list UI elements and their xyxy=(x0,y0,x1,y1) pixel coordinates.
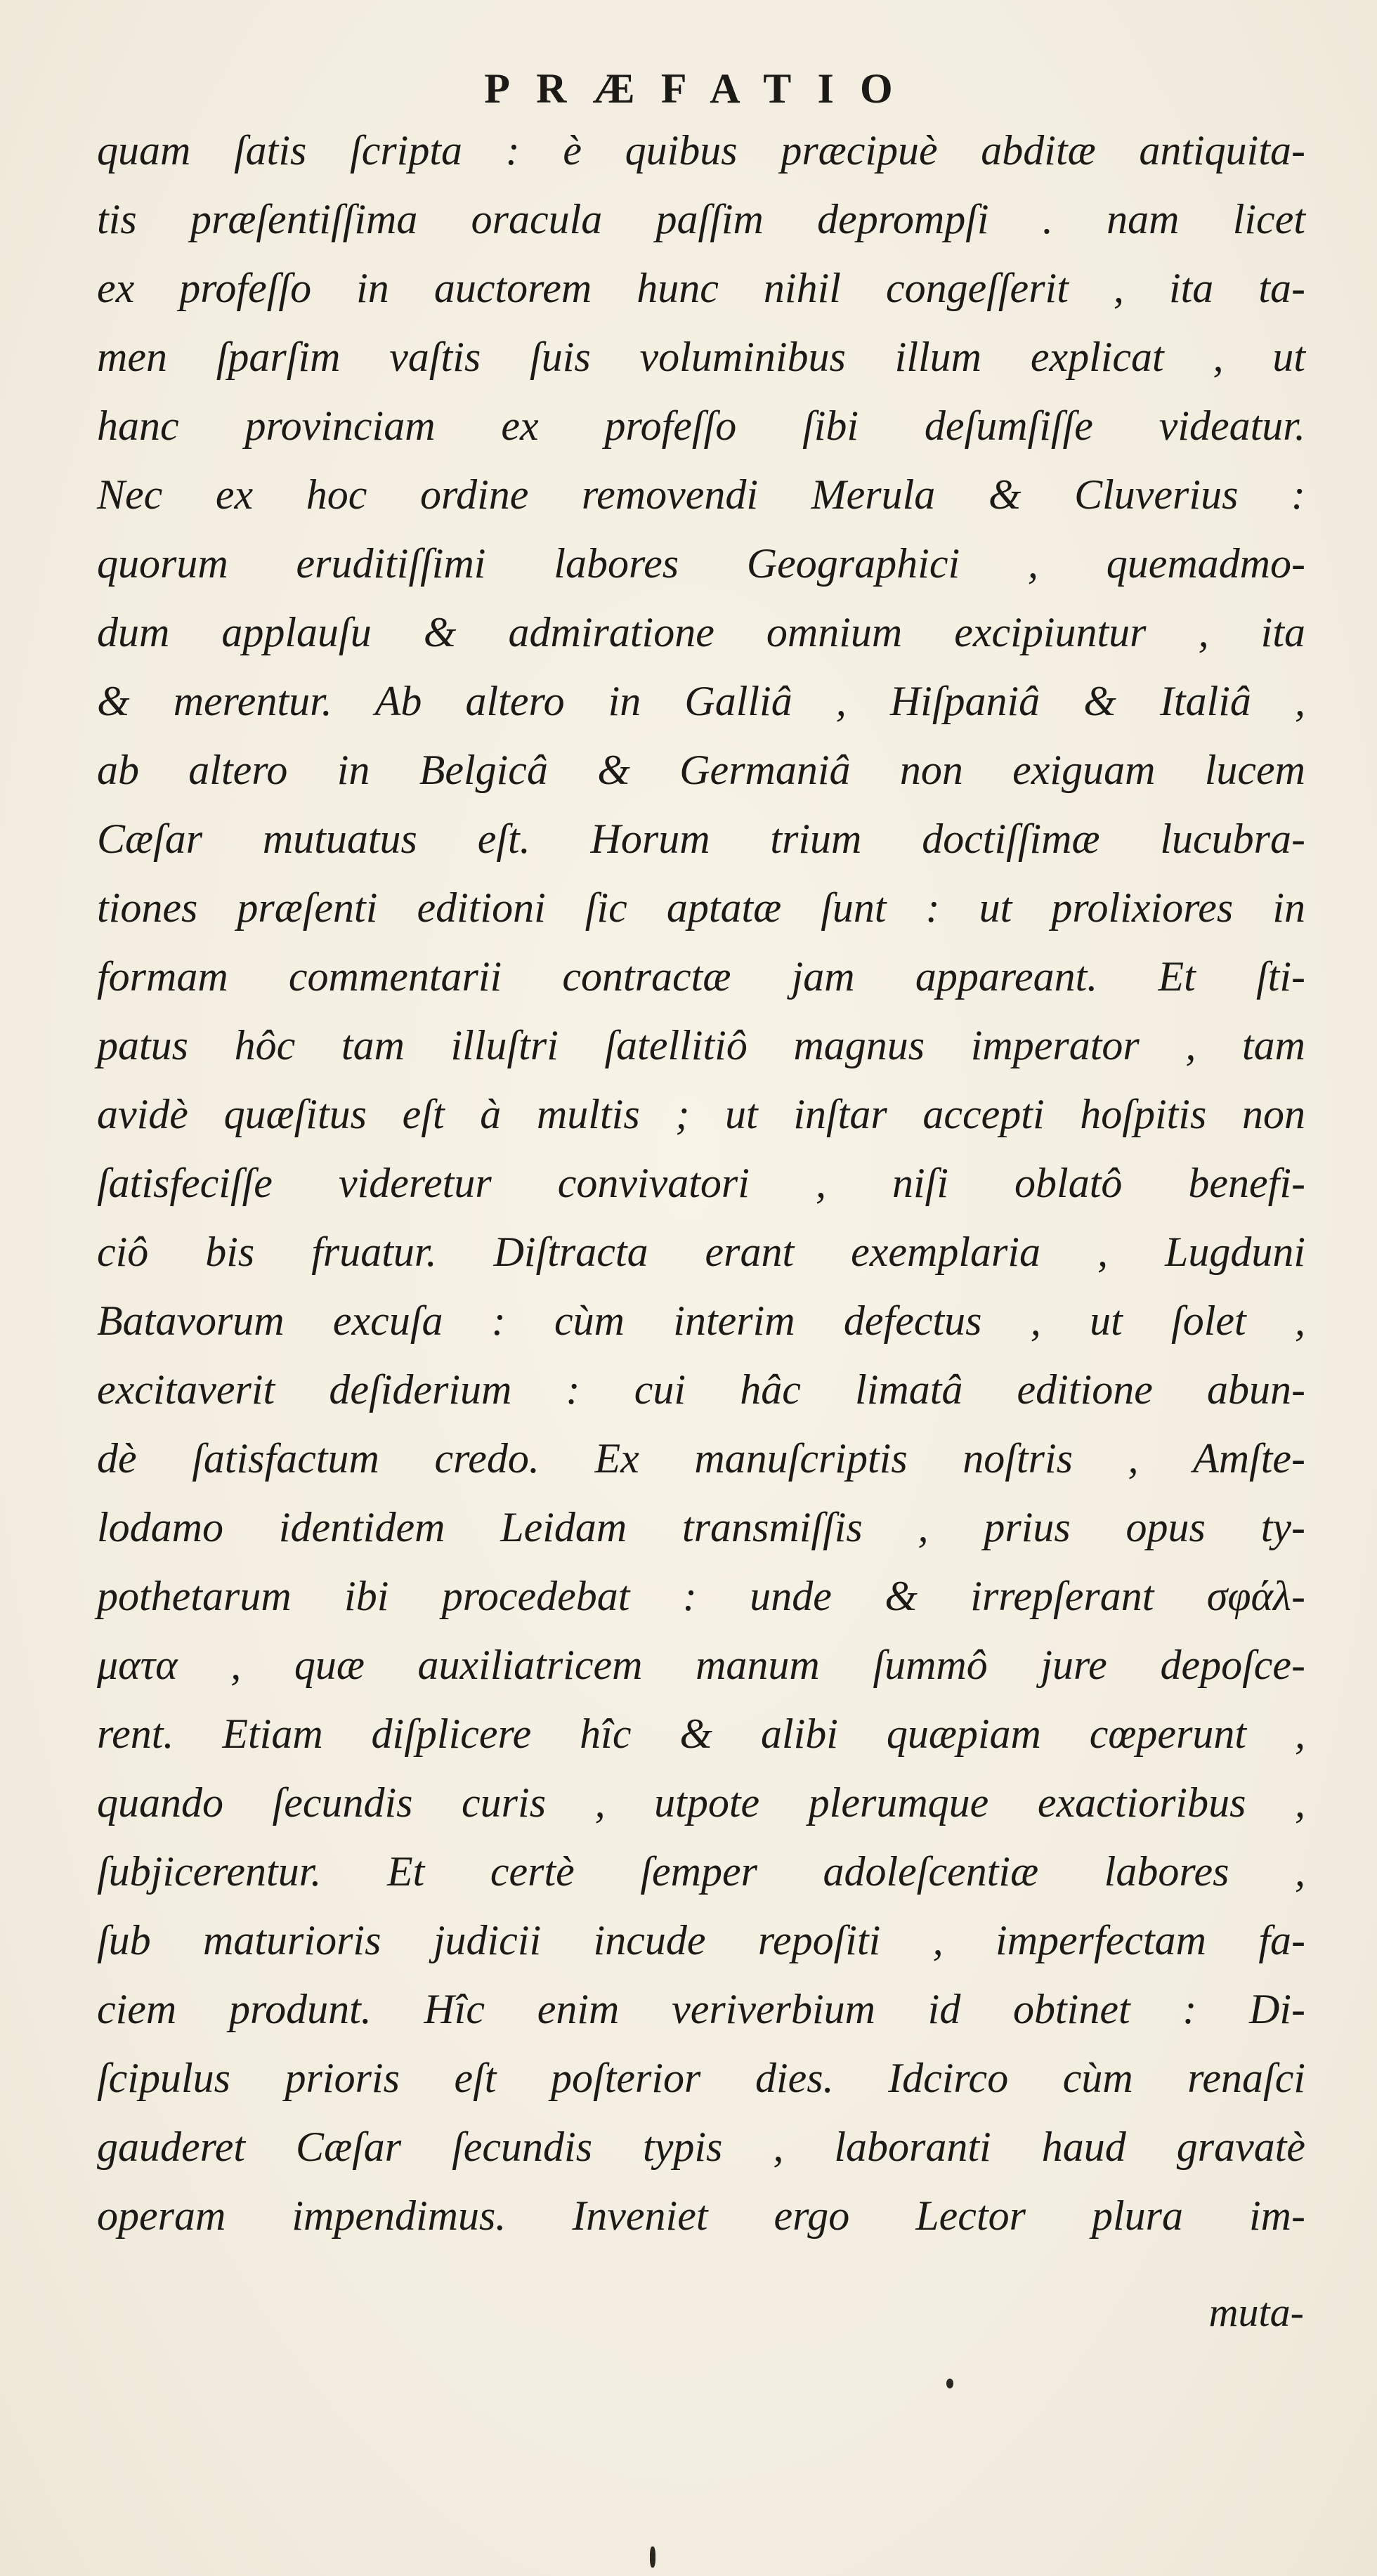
text-line: excitaverit deſiderium : cui hâc limatâ editione abun- xyxy=(97,1366,1305,1413)
text-line: ſcipulus prioris eſt poſterior dies. Idcirco cùm renaſci xyxy=(97,2055,1305,2101)
text-line: ex profeſſo in auctorem hunc nihil congeſſerit , ita ta- xyxy=(97,265,1305,311)
text-line: quorum eruditiſſimi labores Geographici , quemadmo- xyxy=(97,540,1305,587)
text-line: ab altero in Belgicâ & Germaniâ non exiguam lucem xyxy=(97,747,1305,793)
text-line: ſubjicerentur. Et certè ſemper adoleſcentiæ labores , xyxy=(97,1848,1305,1895)
text-line: ciem produnt. Hîc enim veriverbium id obtinet : Di- xyxy=(97,1986,1305,2032)
text-line: ciô bis fruatur. Diſtracta erant exemplaria , Lugduni xyxy=(97,1229,1305,1275)
text-line: tiones præſenti editioni ſic aptatæ ſunt : ut prolixiores in xyxy=(97,884,1305,931)
text-line: avidè quæſitus eſt à multis ; ut inſtar accepti hoſpitis non xyxy=(97,1091,1305,1137)
text-line: Batavorum excuſa : cùm interim defectus , ut ſolet , xyxy=(97,1297,1305,1344)
ink-speck xyxy=(650,2546,655,2568)
text-line: quam ſatis ſcripta : è quibus præcipuè abditæ antiquita- xyxy=(97,127,1305,174)
text-line: operam impendimus. Inveniet ergo Lector plura im- xyxy=(97,2192,1305,2239)
text-line: lodamo identidem Leidam transmiſſis , prius opus ty- xyxy=(97,1504,1305,1550)
text-line: rent. Etiam diſplicere hîc & alibi quæpiam cœperunt , xyxy=(97,1711,1305,1757)
text-line: dè ſatisfactum credo. Ex manuſcriptis noſtris , Amſte- xyxy=(97,1435,1305,1482)
text-line: ματα , quæ auxiliatricem manum ſummô jure depoſce- xyxy=(97,1642,1305,1688)
text-line: pothetarum ibi procedebat : unde & irrepſerant σφάλ- xyxy=(97,1573,1305,1619)
text-line: hanc provinciam ex profeſſo ſibi deſumſiſſe videatur. xyxy=(97,403,1305,449)
running-head: PRÆFATIO xyxy=(484,65,919,112)
text-line: gauderet Cæſar ſecundis typis , laboranti haud gravatè xyxy=(97,2124,1305,2170)
text-line: quando ſecundis curis , utpote plerumque exactioribus , xyxy=(97,1779,1305,1826)
text-line: Cæſar mutuatus eſt. Horum trium doctiſſimæ lucubra- xyxy=(97,816,1305,862)
text-line: & merentur. Ab altero in Galliâ , Hiſpaniâ & Italiâ , xyxy=(97,678,1305,724)
text-line: ſub maturioris judicii incude repoſiti , imperfectam fa- xyxy=(97,1917,1305,1963)
text-line: dum applauſu & admiratione omnium excipiuntur , ita xyxy=(97,609,1305,655)
text-line: patus hôc tam illuſtri ſatellitiô magnus imperator , tam xyxy=(97,1022,1305,1068)
catchword: muta- xyxy=(1208,2289,1304,2335)
text-block xyxy=(97,116,1305,2250)
ink-speck xyxy=(946,2379,953,2388)
text-line: Nec ex hoc ordine removendi Merula & Cluverius : xyxy=(97,471,1305,518)
text-line: tis præſentiſſima oracula paſſim deprompſi . nam licet xyxy=(97,196,1305,242)
text-line: men ſparſim vaſtis ſuis voluminibus illum explicat , ut xyxy=(97,334,1305,380)
text-line: formam commentarii contractæ jam appareant. Et ſti- xyxy=(97,953,1305,1000)
text-line: ſatisfeciſſe videretur convivatori , niſi oblatô benefi- xyxy=(97,1160,1305,1206)
